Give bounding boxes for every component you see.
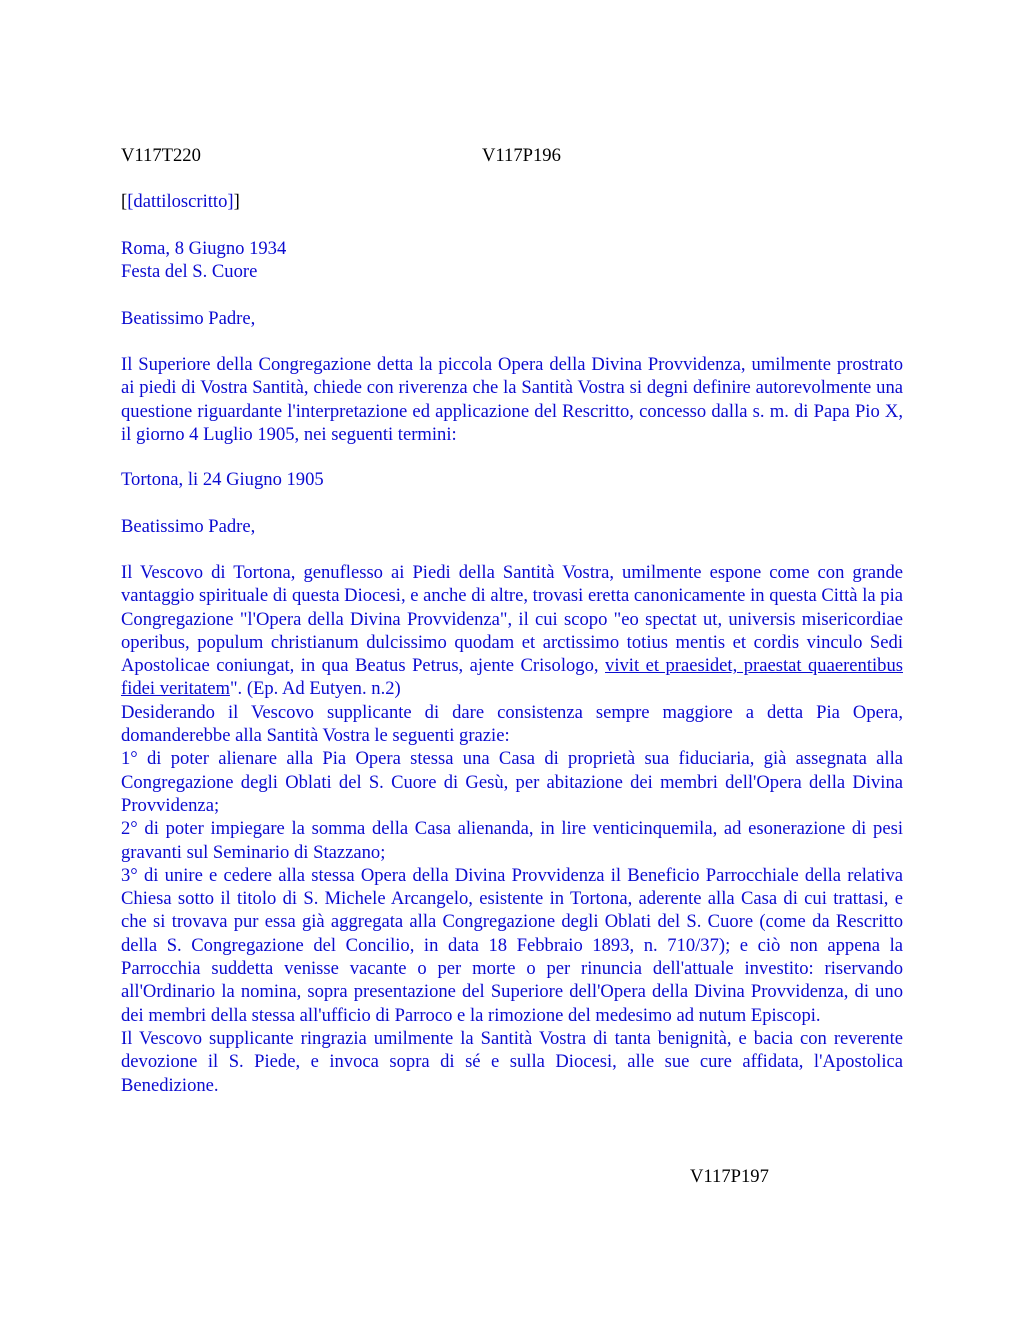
document-code-left: V117T220 xyxy=(121,145,201,166)
quoted-paragraph-2: Desiderando il Vescovo supplicante di dare consistenza sempre maggiore a detta Pia Opera, domanderebbe alla Santità Vostra le seguenti grazie: xyxy=(121,701,903,747)
intro-paragraph: Il Superiore della Congregazione detta la piccola Opera della Divina Provvidenza, umilmente prostrato ai piedi di Vostra Santità, chiede con riverenza che la Santità Vostra si degni definire autorevolmente una questione riguardante l'interpretazione ed applicazione del Rescritto, concesso dalla s. m. di Papa Pio X, il giorno 4 Luglio 1905, nei seguenti termini: xyxy=(121,354,903,445)
transcription-note-text: [dattiloscritto] xyxy=(127,191,234,212)
request-item-2: 2° di poter impiegare la somma della Casa alienanda, in lire venticinquemila, ad esonerazione di pesi gravanti sul Seminario di Stazzano; xyxy=(121,818,903,863)
quoted-letter-body xyxy=(121,561,903,1097)
document-code-footer: V117P197 xyxy=(690,1166,769,1187)
closing-paragraph: Il Vescovo supplicante ringrazia umilmente la Santità Vostra di tanta benignità, e bacia con reverente devozione il S. Piede, e invoca sopra di sé e sulla Diocesi, alle sue cure affidata, l'Apostolica Benedizione. xyxy=(121,1027,903,1096)
transcription-note: [[dattiloscritto]] xyxy=(121,191,240,212)
letter-date: Roma, 8 Giugno 1934 xyxy=(121,238,287,259)
document-code-right: V117P196 xyxy=(482,145,561,166)
request-item-1: 1° di poter alienare alla Pia Opera stessa una Casa di proprietà sua fiduciaria, già assegnata alla Congregazione degli Oblati del S. Cuore di Gesù, per abitazione dei membri dell'Opera della Divina Provvidenza; xyxy=(121,748,903,816)
citation-reference: ". (Ep. Ad Eutyen. n.2) xyxy=(229,678,401,700)
letter-feast: Festa del S. Cuore xyxy=(121,261,258,283)
quoted-letter-date: Tortona, li 24 Giugno 1905 xyxy=(121,469,324,490)
salutation: Beatissimo Padre, xyxy=(121,308,256,329)
request-item-3: 3° di unire e cedere alla stessa Opera della Divina Provvidenza il Beneficio Parrocchiale della relativa Chiesa sotto il titolo di S. Michele Arcangelo, esistente in Tortona, aderente alla Casa di cui trattasi, e che si trovava pur essa già aggregata alla Congregazione degli Oblati del S. Cuore (come da Rescritto della S. Congregazione del Concilio, in data 18 Febbraio 1893, n. 710/37); e ciò non appena la Parrocchia suddetta venisse vacante o per morte o per rinuncia dell'attuale investito: riservando all'Ordinario la nomina, sopra presentazione del Superiore dell'Opera della Divina Provvidenza, di uno dei membri della stessa all'ufficio di Parroco e la rimozione del medesimo ad nutum Episcopi. xyxy=(121,864,903,1026)
underlined-citation: vivit et praesidet, praestat quaerentibus fidei veritatem xyxy=(121,655,903,700)
quoted-paragraph-1 xyxy=(121,561,903,701)
letter-date-block xyxy=(121,237,903,284)
quoted-salutation: Beatissimo Padre, xyxy=(121,516,256,537)
quoted-paragraph-1-text: Il Vescovo di Tortona, genuflesso ai Piedi della Santità Vostra, umilmente espone come con grande vantaggio spirituale di questa Diocesi, e anche di altre, trovasi eretta canonicamente in questa Città la pia Congregazione "l'Opera della Divina Provvidenza", il cui scopo "eo spectat ut, universis misericordiae operibus, populum christianum dulcissimo quodam et arctissimo totius mentis et cordis vinculo Sedi Apostolicae coniungat, in qua Beatus Petrus, ajente Crisologo, xyxy=(121,562,903,677)
